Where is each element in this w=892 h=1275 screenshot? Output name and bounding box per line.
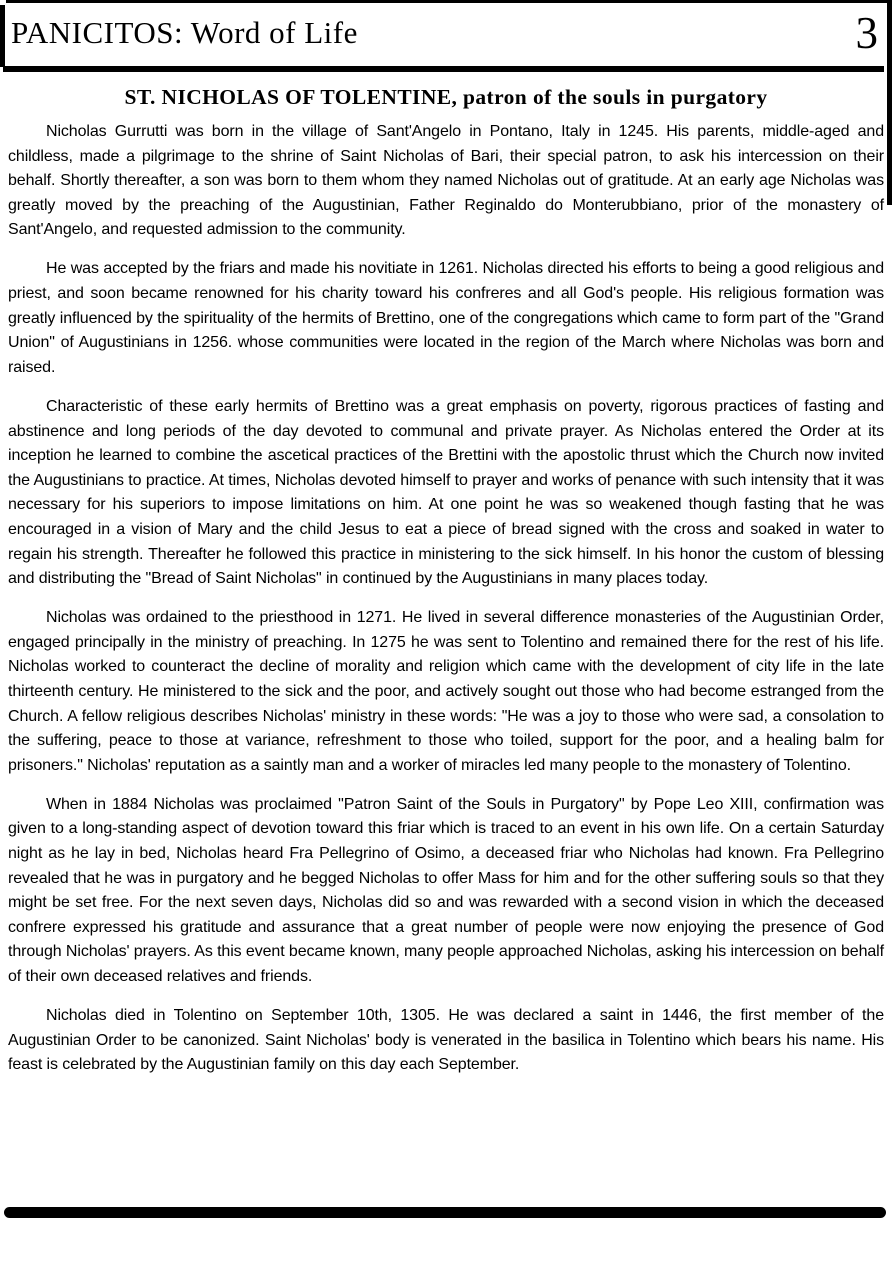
bottom-border-rule — [4, 1207, 886, 1218]
article-paragraph: Nicholas was ordained to the priesthood in 1271. He lived in several difference monasteries of the Augustinian Order, engaged principally in the ministry of preaching. In 1275 he was sent to Tolentino and remained there for the rest of his life. Nicholas worked to counteract the decline of morality and religion which came with the development of city life in the late thirteenth century. He ministered to the sick and the poor, and actively sought out those who had become estranged from the Church. A fellow religious describes Nicholas' ministry in these words: "He was a joy to those who were sad, a consolation to the suffering, peace to those at variance, refreshment to those who toiled, support for the poor, and a healing balm for prisoners." Nicholas' reputation as a saintly man and a worker of miracles led many people to the monastery of Tolentino. — [8, 609, 884, 774]
newsletter-title: PANICITOS: Word of Life — [11, 15, 358, 50]
article-paragraph: Nicholas died in Tolentino on September 10th, 1305. He was declared a saint in 1446, the first member of the Augustinian Order to be canonized. Saint Nicholas' body is venerated in the basilica in Tolentino which bears his name. His feast is celebrated by the Augustinian family on this day each September. — [8, 1007, 884, 1074]
page-number: 3 — [855, 8, 878, 58]
article-paragraph: When in 1884 Nicholas was proclaimed "Patron Saint of the Souls in Purgatory" by Pope Leo XIII, confirmation was given to a long-standing aspect of devotion toward this friar which is traced to an event in his own life. On a certain Saturday night as he lay in bed, Nicholas heard Fra Pellegrino of Osimo, a deceased friar who Nicholas had known. Fra Pellegrino revealed that he was in purgatory and he begged Nicholas to offer Mass for him and for the other suffering souls so that they might be set free. For the next seven days, Nicholas did so and was rewarded with a second vision in which the deceased confrere expressed his gratitude and assurance that a great number of people were now enjoying the presence of God through Nicholas' prayers. As this event became known, many people approached Nicholas, asking his intercession on behalf of their own deceased relatives and friends. — [8, 795, 884, 985]
masthead — [0, 0, 892, 66]
article-paragraph: He was accepted by the friars and made his novitiate in 1261. Nicholas directed his efforts to being a good religious and priest, and soon became renowned for his charity toward his confreres and all God's people. His religious formation was greatly influenced by the spirituality of the hermits of Brettino, one of the congregations which came to form part of the "Grand Union" of Augustinians in 1256. whose communities were located in the region of the March where Nicholas was born and raised. — [8, 260, 884, 376]
article-body — [0, 72, 892, 1092]
article-paragraph: Characteristic of these early hermits of Brettino was a great emphasis on poverty, rigorous practices of fasting and abstinence and long periods of the day devoted to communal and private prayer. As Nicholas entered the Order at its inception he learned to combine the ascetical practices of the Brettini with the apostolic thrust which the Church now invited the Augustinians to practice. At times, Nicholas devoted himself to prayer and works of penance with such intensity that it was necessary for his superiors to impose limitations on him. At one point he was so weakened though fasting that he was encouraged in a vision of Mary and the child Jesus to eat a piece of bread signed with the cross and soaked in water to regain his strength. Thereafter he followed this practice in ministering to the sick himself. In his honor the custom of blessing and distributing the "Bread of Saint Nicholas" in continued by the Augustinians in many places today. — [8, 397, 884, 588]
article-paragraph: Nicholas Gurrutti was born in the village of Sant'Angelo in Pontano, Italy in 1245. His parents, middle-aged and childless, made a pilgrimage to the shrine of Saint Nicholas of Bari, their special patron, to ask his intercession on their behalf. Shortly thereafter, a son was born to them whom they named Nicholas out of gratitude. At an early age Nicholas was greatly moved by the preaching of the Augustinian, Father Reginaldo do Monterubbiano, prior of the monastery of Sant'Angelo, and requested admission to the community. — [8, 123, 884, 239]
article-title: ST. NICHOLAS OF TOLENTINE, patron of the souls in purgatory — [124, 85, 768, 109]
